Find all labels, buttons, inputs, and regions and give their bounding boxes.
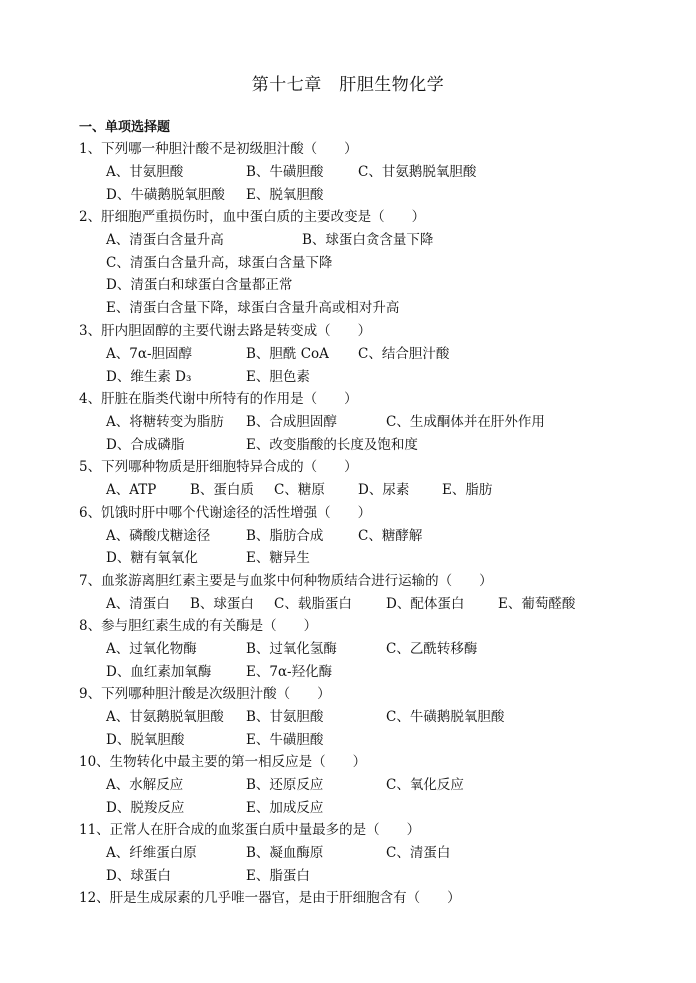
question-stem: 10、生物转化中最主要的第一相反应是（ ） [79, 754, 367, 770]
option-text: E、脂肪 [442, 482, 493, 498]
option-text: B、脂肪合成 [246, 528, 324, 544]
question-stem: 6、饥饿时肝中哪个代谢途径的活性增强（ ） [79, 505, 372, 521]
option-text: A、ATP [106, 482, 157, 498]
question-stem: 8、参与胆红素生成的有关酶是（ ） [79, 618, 318, 634]
option-text: B、蛋白质 [190, 482, 254, 498]
option-text: D、糖有氧氧化 [106, 550, 198, 566]
option-text: E、胆色素 [246, 369, 310, 385]
option-text: E、清蛋白含量下降，球蛋白含量升高或相对升高 [106, 300, 400, 316]
chapter-title: 第十七章 肝胆生物化学 [251, 75, 445, 95]
option-text: B、牛磺胆酸 [246, 164, 324, 180]
option-text: B、凝血酶原 [246, 845, 324, 861]
question-stem: 9、下列哪种胆汁酸是次级胆汁酸（ ） [79, 686, 331, 702]
option-text: A、纤维蛋白原 [106, 845, 197, 861]
option-text: C、生成酮体并在肝外作用 [386, 414, 545, 430]
option-text: D、尿素 [358, 482, 410, 498]
option-text: D、脱羧反应 [106, 800, 185, 816]
option-text: B、甘氨胆酸 [246, 709, 324, 725]
option-text: E、牛磺胆酸 [246, 732, 324, 748]
option-text: C、甘氨鹅脱氧胆酸 [358, 164, 477, 180]
option-text: A、甘氨胆酸 [106, 164, 184, 180]
option-text: C、乙酰转移酶 [386, 641, 478, 657]
question-stem: 12、肝是生成尿素的几乎唯一器官，是由于肝细胞含有（ ） [79, 890, 461, 906]
option-text: D、合成磷脂 [106, 437, 185, 453]
option-text: B、球蛋白 [190, 596, 254, 612]
option-text: A、将糖转变为脂肪 [106, 414, 224, 430]
question-stem: 4、肝脏在脂类代谢中所特有的作用是（ ） [79, 391, 358, 407]
option-text: B、过氧化氢酶 [246, 641, 337, 657]
question-stem: 5、下列哪种物质是肝细胞特异合成的（ ） [79, 459, 358, 475]
option-text: D、血红素加氧酶 [106, 664, 212, 680]
option-text: A、过氧化物酶 [106, 641, 197, 657]
option-text: B、胆酰 CoA [246, 346, 329, 362]
option-text: E、加成反应 [246, 800, 324, 816]
option-text: E、糖异生 [246, 550, 310, 566]
option-text: D、配体蛋白 [386, 596, 465, 612]
option-text: E、改变脂酸的长度及饱和度 [246, 437, 418, 453]
option-text: C、载脂蛋白 [274, 596, 352, 612]
question-stem: 7、血浆游离胆红素主要是与血浆中何种物质结合进行运输的（ ） [79, 573, 493, 589]
option-text: C、清蛋白 [386, 845, 451, 861]
section-heading: 一、单项选择题 [79, 120, 171, 135]
option-text: B、还原反应 [246, 777, 324, 793]
option-text: E、7α-羟化酶 [246, 664, 333, 680]
question-stem: 11、正常人在肝合成的血浆蛋白质中量最多的是（ ） [79, 822, 421, 838]
option-text: E、葡萄醛酸 [498, 596, 576, 612]
option-text: C、糖原 [274, 482, 325, 498]
option-text: A、7α-胆固醇 [106, 346, 193, 362]
question-stem: 3、肝内胆固醇的主要代谢去路是转变成（ ） [79, 323, 372, 339]
option-text: D、球蛋白 [106, 868, 171, 884]
option-text: E、脂蛋白 [246, 868, 310, 884]
option-text: B、球蛋白贪含量下降 [302, 232, 434, 248]
option-text: A、清蛋白 [106, 596, 170, 612]
option-text: D、清蛋白和球蛋白含量都正常 [106, 277, 293, 293]
option-text: B、合成胆固醇 [246, 414, 337, 430]
option-text: A、清蛋白含量升高 [106, 232, 224, 248]
option-text: D、维生素 D₃ [106, 369, 192, 385]
option-text: A、磷酸戊糖途径 [106, 528, 211, 544]
option-text: C、结合胆汁酸 [358, 346, 450, 362]
option-text: A、水解反应 [106, 777, 184, 793]
option-text: D、牛磺鹅脱氧胆酸 [106, 187, 225, 203]
question-stem: 1、下列哪一种胆汁酸不是初级胆汁酸（ ） [79, 141, 358, 157]
option-text: A、甘氨鹅脱氧胆酸 [106, 709, 224, 725]
option-text: C、清蛋白含量升高，球蛋白含量下降 [106, 255, 333, 271]
question-stem: 2、肝细胞严重损伤时，血中蛋白质的主要改变是（ ） [79, 209, 426, 225]
option-text: C、牛磺鹅脱氧胆酸 [386, 709, 505, 725]
option-text: C、氧化反应 [386, 777, 464, 793]
option-text: D、脱氧胆酸 [106, 732, 185, 748]
option-text: E、脱氧胆酸 [246, 187, 324, 203]
option-text: C、糖酵解 [358, 528, 423, 544]
